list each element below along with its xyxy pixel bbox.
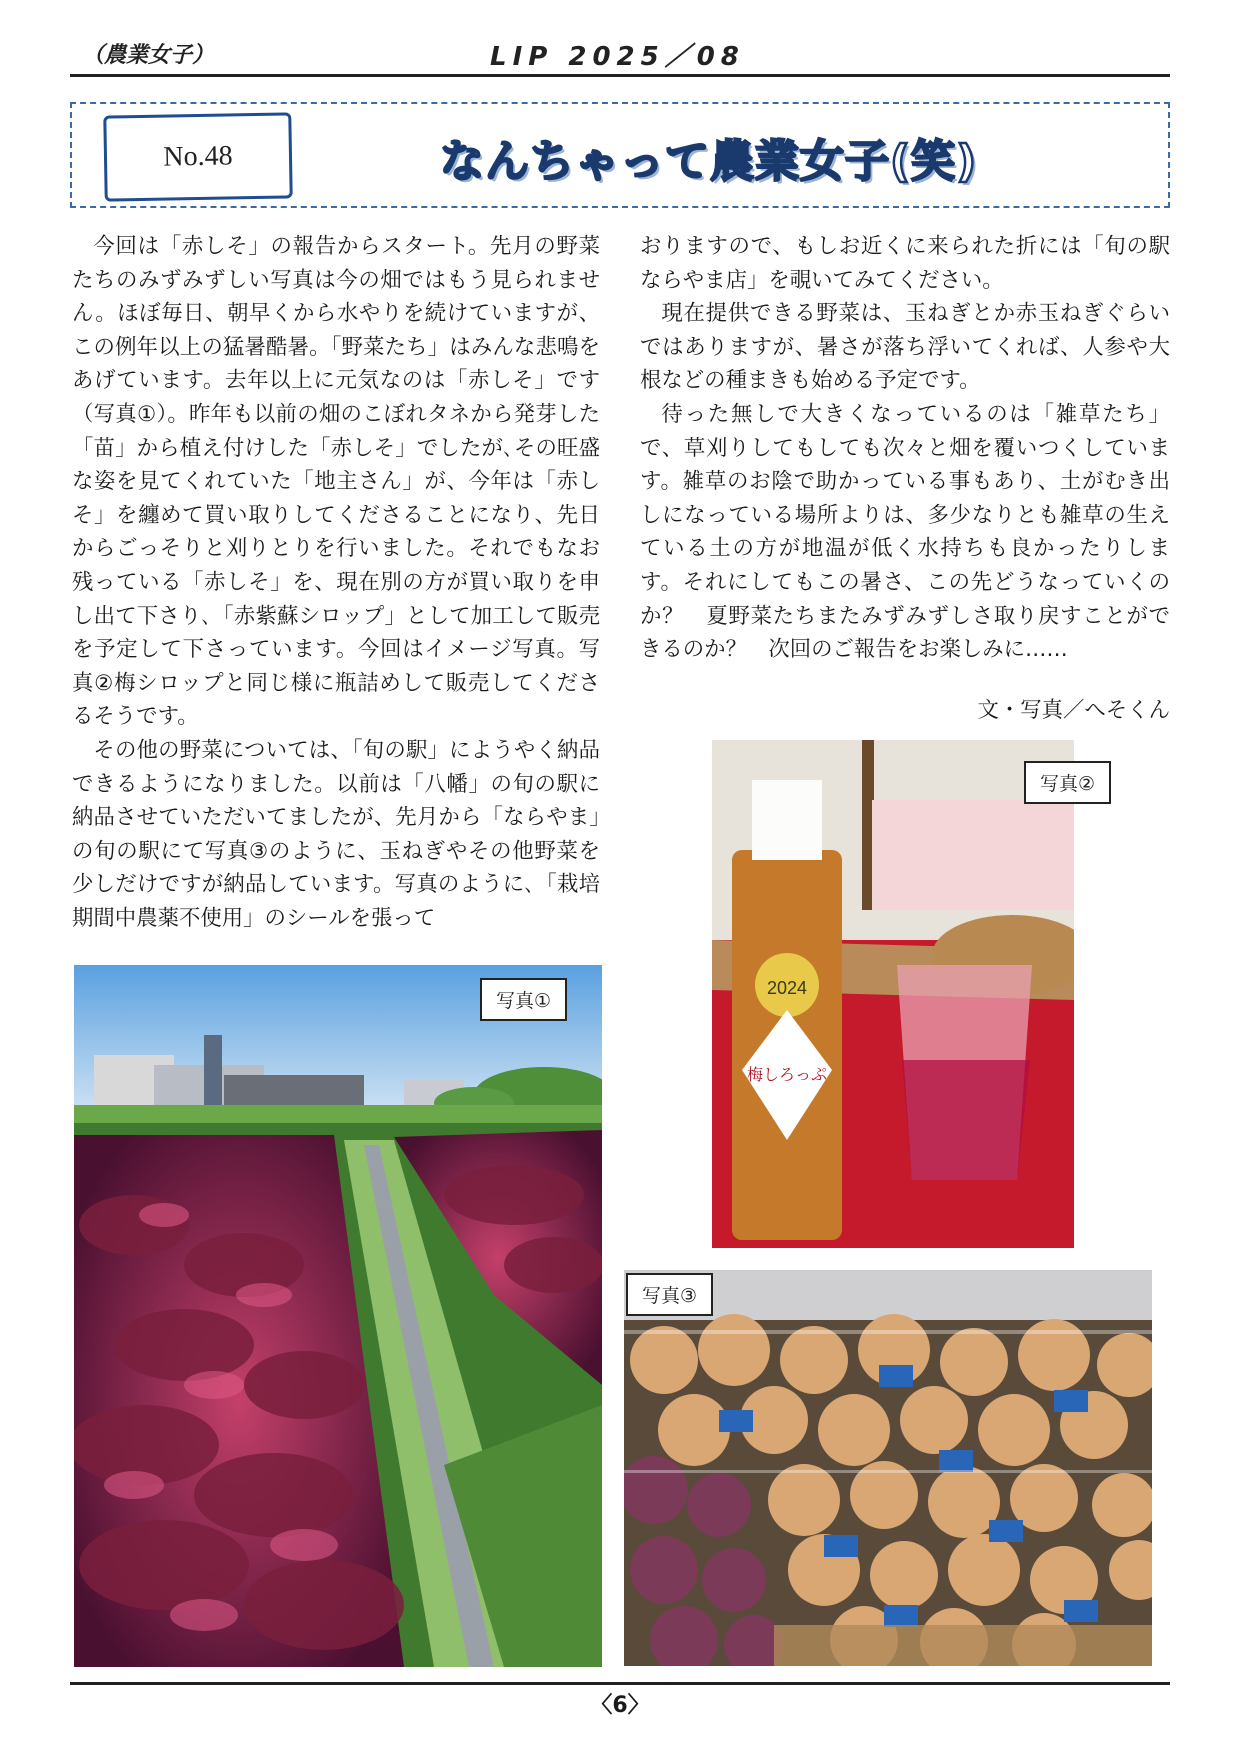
bottle-label-text: 梅しろっぷ — [746, 1065, 828, 1084]
header-rule — [70, 74, 1170, 77]
photo-red-shiso-field — [74, 965, 602, 1667]
photo1-caption: 写真① — [480, 978, 567, 1021]
page-title: なんちゃって農業女子(笑) — [440, 136, 978, 187]
article-left-column — [72, 230, 600, 935]
photo2-caption: 写真② — [1024, 761, 1111, 804]
ume-syrup-image — [712, 740, 1074, 1248]
section-label: （農業女子） — [82, 43, 215, 68]
onions-image — [624, 1270, 1152, 1666]
photo-ume-syrup — [712, 740, 1074, 1248]
byline: 文・写真／へそくん — [977, 698, 1170, 723]
article-paragraph: 待った無しで大きくなっているのは「雑草たち」で、草刈りしてもしても次々と畑を覆いつくしています。雑草のお陰で助かっている事もあり、土がむき出しになっている場所よりは、多少なりとも雑草の生えている土の方が地温が低く水持ちも良かったりします。それにしてもこの暑さ、この先どうなっていくのか？ 夏野菜たちまたみずみずしさ取り戻すことができるのか？ 次回のご報告をお楽しみに…… — [640, 401, 1170, 663]
photo3-caption: 写真③ — [626, 1273, 713, 1316]
footer-rule — [70, 1682, 1170, 1685]
article-paragraph: その他の野菜については、「旬の駅」にようやく納品できるようになりました。以前は「八幡」の旬の駅に納品させていただいてましたが、先月から「ならやま」の旬の駅にて写真③のように、玉ねぎやその他野菜を少しだけですが納品しています。写真のように､「栽培期間中農薬不使用」のシールを張って — [72, 737, 600, 931]
issue-number: No.48 — [103, 112, 292, 201]
photo-onions-market — [624, 1270, 1152, 1666]
article-paragraph: おりますので、もしお近くに来られた折には「旬の駅ならやま店」を覗いてみてください。 — [640, 234, 1170, 293]
page-number: 〈6〉 — [590, 1693, 650, 1718]
issue-label: LIP 2025／08 — [490, 42, 745, 72]
article-paragraph: 現在提供できる野菜は、玉ねぎとか赤玉ねぎぐらいではありますが、暑さが落ち浮いてくれば、人参や大根などの種まきも始める予定です。 — [640, 301, 1170, 394]
shiso-field-image — [74, 965, 602, 1667]
article-right-column — [640, 230, 1170, 667]
article-paragraph: 今回は「赤しそ」の報告からスタート。先月の野菜たちのみずみずしい写真は今の畑ではもう見られません。ほぼ毎日、朝早くから水やりを続けていますが、この例年以上の猛暑酷暑。「野菜たち」はみんな悲鳴をあげています。去年以上に元気なのは「赤しそ」です（写真①）。昨年も以前の畑のこぼれタネから発芽した「苗」から植え付けした「赤しそ」でしたが､その旺盛な姿を見てくれていた「地主さん」が、今年は「赤しそ」を纏めて買い取りしてくださることになり、先日からごっそりと刈りとりを行いました。それでもなお残っている「赤しそ」を、現在別の方が買い取りを申し出て下さり､「赤紫蘇シロップ」として加工して販売を予定して下さっています。今回はイメージ写真。写真②梅シロップと同じ様に瓶詰めして販売してくださるそうです。 — [72, 234, 600, 730]
bottle-year-label: 2024 — [766, 978, 808, 998]
